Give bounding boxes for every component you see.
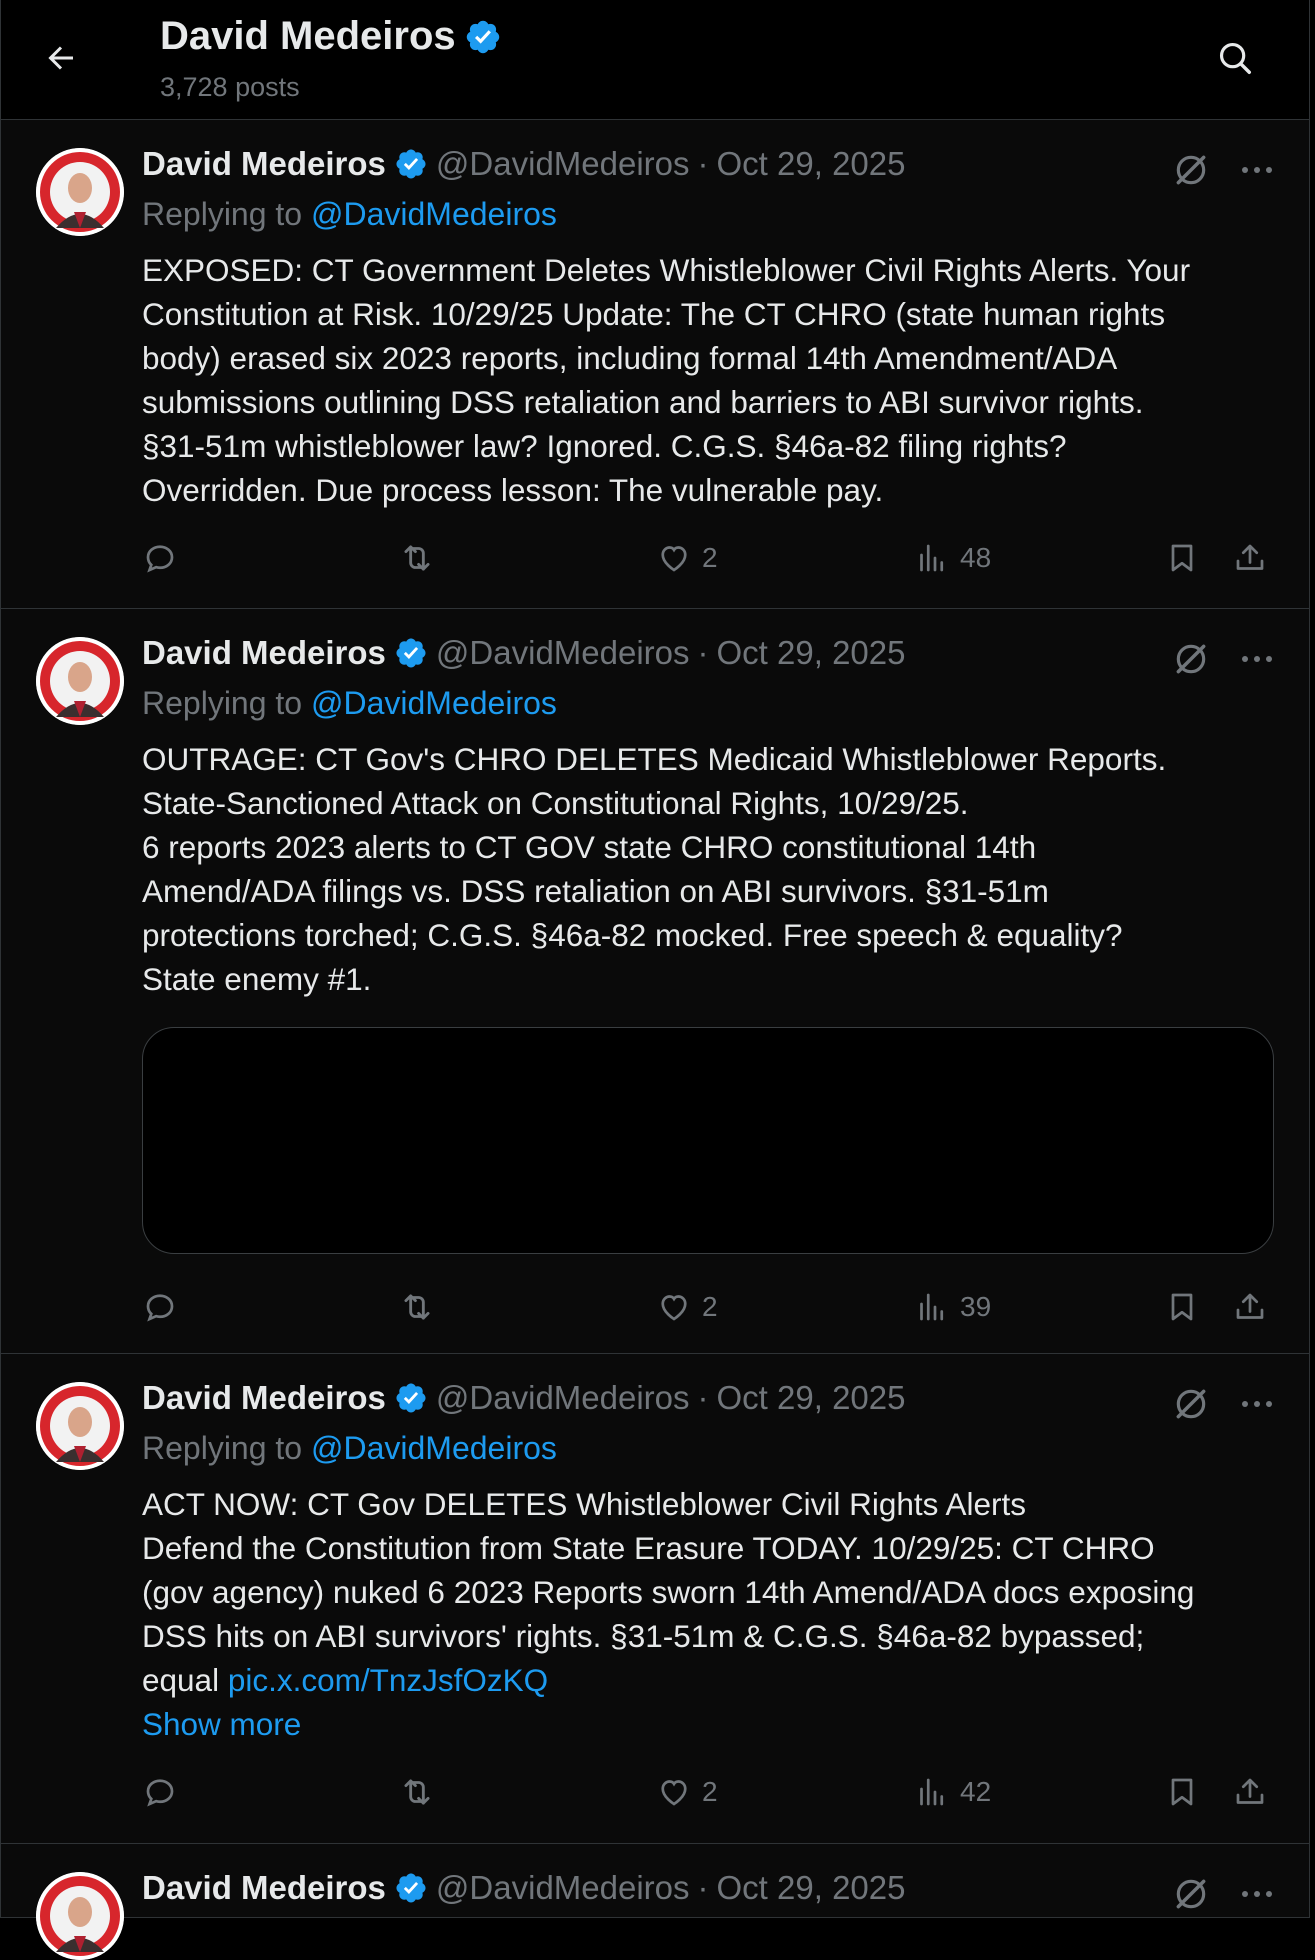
separator-dot: ·	[697, 1379, 709, 1416]
bookmark-button[interactable]	[1164, 1768, 1200, 1816]
avatar-image	[36, 637, 124, 725]
like-count: 2	[702, 1291, 718, 1322]
grok-button[interactable]	[1169, 637, 1213, 681]
media-card[interactable]	[142, 1027, 1274, 1254]
verified-badge-icon	[394, 1871, 428, 1905]
analytics-icon	[914, 540, 950, 576]
like-count: 2	[702, 1776, 718, 1807]
post[interactable]	[1, 1844, 1309, 1918]
post-text-line: §31-51m whistleblower law? Ignored. C.G.S. §46a-82 filing rights?	[142, 428, 1067, 464]
post-header	[142, 1376, 905, 1420]
heart-icon	[656, 1289, 692, 1325]
author-name[interactable]: David Medeiros	[142, 634, 386, 671]
replying-to-link[interactable]: @DavidMedeiros	[310, 685, 557, 721]
more-options-button[interactable]	[1233, 637, 1281, 681]
post-date[interactable]: Oct 29, 2025	[716, 634, 906, 671]
repost-icon	[398, 1288, 436, 1326]
post-text-line: OUTRAGE: CT Gov's CHRO DELETES Medicaid Whistleblower Reports.	[142, 741, 1167, 777]
bookmark-icon	[1164, 540, 1200, 576]
verified-badge-icon	[394, 147, 428, 181]
grok-button[interactable]	[1169, 148, 1213, 192]
verified-badge-icon	[464, 18, 502, 56]
post-date[interactable]: Oct 29, 2025	[716, 145, 906, 182]
heart-icon	[656, 1774, 692, 1810]
avatar-image	[36, 148, 124, 236]
author-name[interactable]: David Medeiros	[142, 145, 386, 182]
view-count: 39	[960, 1291, 992, 1322]
avatar-image	[36, 1872, 124, 1960]
arrow-left-icon	[43, 40, 79, 76]
replying-to-link[interactable]: @DavidMedeiros	[310, 196, 557, 232]
post-date[interactable]: Oct 29, 2025	[716, 1869, 906, 1906]
author-handle[interactable]: @DavidMedeiros	[435, 1869, 690, 1906]
more-options-button[interactable]	[1233, 1382, 1281, 1426]
reply-icon	[142, 1289, 178, 1325]
replying-to	[142, 685, 557, 722]
post-text-line: DSS hits on ABI survivors' rights. §31-51m & C.G.S. §46a-82 bypassed;	[142, 1618, 1145, 1654]
post-text-line: EXPOSED: CT Government Deletes Whistleblower Civil Rights Alerts. Your	[142, 252, 1191, 288]
separator-dot: ·	[697, 145, 709, 182]
post-text-line: protections torched; C.G.S. §46a-82 mocked. Free speech & equality?	[142, 917, 1123, 953]
post-text-line: 6 reports 2023 alerts to CT GOV state CHRO constitutional 14th	[142, 829, 1037, 865]
avatar[interactable]	[36, 1872, 124, 1960]
more-options-button[interactable]	[1233, 148, 1281, 192]
repost-button[interactable]	[398, 1283, 436, 1331]
more-dots-icon	[1240, 1889, 1274, 1899]
post-text	[142, 248, 1282, 512]
search-button[interactable]	[1213, 36, 1257, 80]
post-text-line: State enemy #1.	[142, 961, 372, 997]
profile-name: David Medeiros	[160, 14, 456, 58]
repost-button[interactable]	[398, 1768, 436, 1816]
show-more-link[interactable]: Show more	[142, 1706, 302, 1742]
search-icon	[1216, 39, 1254, 77]
page-title	[160, 14, 502, 59]
post-text-line: Defend the Constitution from State Erasure TODAY. 10/29/25: CT CHRO	[142, 1530, 1155, 1566]
bookmark-button[interactable]	[1164, 1283, 1200, 1331]
more-dots-icon	[1240, 1399, 1274, 1409]
reply-icon	[142, 1774, 178, 1810]
grok-icon	[1172, 640, 1210, 678]
post-text-line: Constitution at Risk. 10/29/25 Update: The CT CHRO (state human rights	[142, 296, 1166, 332]
post-text-fragment: equal	[142, 1662, 228, 1698]
view-count: 42	[960, 1776, 992, 1807]
post-text-line: Amend/ADA filings vs. DSS retaliation on ABI survivors. §31-51m	[142, 873, 1049, 909]
reply-button[interactable]	[142, 1768, 178, 1816]
post-text-line: ACT NOW: CT Gov DELETES Whistleblower Civil Rights Alerts	[142, 1486, 1026, 1522]
like-button[interactable]	[656, 1283, 718, 1331]
views-button[interactable]	[914, 1768, 991, 1816]
share-button[interactable]	[1232, 1768, 1268, 1816]
post-header	[142, 631, 905, 675]
post-actions	[142, 1768, 1282, 1816]
replying-to	[142, 196, 557, 233]
post[interactable]	[1, 120, 1309, 609]
grok-icon	[1172, 1385, 1210, 1423]
separator-dot: ·	[697, 634, 709, 671]
share-icon	[1232, 1289, 1268, 1325]
share-icon	[1232, 1774, 1268, 1810]
like-count: 2	[702, 542, 718, 573]
post-text-line: body) erased six 2023 reports, including formal 14th Amendment/ADA	[142, 340, 1118, 376]
post-date[interactable]: Oct 29, 2025	[716, 1379, 906, 1416]
more-dots-icon	[1240, 165, 1274, 175]
replying-to-label: Replying to	[142, 1430, 311, 1466]
post-header	[142, 142, 905, 186]
replying-to-label: Replying to	[142, 685, 311, 721]
separator-dot: ·	[697, 1869, 709, 1906]
author-handle[interactable]: @DavidMedeiros	[435, 145, 690, 182]
post-text-line	[142, 1658, 1282, 1702]
grok-icon	[1172, 1875, 1210, 1913]
post-actions	[142, 1283, 1282, 1331]
post-text	[142, 737, 1282, 1001]
repost-icon	[398, 1773, 436, 1811]
share-icon	[1232, 540, 1268, 576]
post-actions	[142, 534, 1282, 582]
post[interactable]	[1, 1354, 1309, 1844]
replying-to-label: Replying to	[142, 196, 311, 232]
grok-button[interactable]	[1169, 1382, 1213, 1426]
post-count: 3,728 posts	[160, 72, 300, 102]
author-handle[interactable]: @DavidMedeiros	[435, 634, 690, 671]
post-text	[142, 1482, 1282, 1746]
more-options-button[interactable]	[1233, 1872, 1281, 1916]
replying-to	[142, 1430, 557, 1467]
view-count: 48	[960, 542, 992, 573]
bookmark-icon	[1164, 1774, 1200, 1810]
author-handle[interactable]: @DavidMedeiros	[435, 1379, 690, 1416]
avatar[interactable]	[36, 637, 124, 725]
views-button[interactable]	[914, 1283, 991, 1331]
reply-button[interactable]	[142, 1283, 178, 1331]
grok-icon	[1172, 151, 1210, 189]
post-text-line: State-Sanctioned Attack on Constitutional Rights, 10/29/25.	[142, 785, 969, 821]
post-text-line: (gov agency) nuked 6 2023 Reports sworn 14th Amend/ADA docs exposing	[142, 1574, 1195, 1610]
avatar-image	[36, 1382, 124, 1470]
post-text-line: submissions outlining DSS retaliation and barriers to ABI survivor rights.	[142, 384, 1144, 420]
views-button[interactable]	[914, 534, 991, 582]
post[interactable]	[1, 609, 1309, 1354]
grok-button[interactable]	[1169, 1872, 1213, 1916]
author-name[interactable]: David Medeiros	[142, 1379, 386, 1416]
replying-to-link[interactable]: @DavidMedeiros	[310, 1430, 557, 1466]
post-header	[142, 1866, 905, 1910]
bookmark-button[interactable]	[1164, 534, 1200, 582]
heart-icon	[656, 540, 692, 576]
back-button[interactable]	[39, 36, 83, 80]
bookmark-icon	[1164, 1289, 1200, 1325]
avatar[interactable]	[36, 1382, 124, 1470]
analytics-icon	[914, 1289, 950, 1325]
reply-button[interactable]	[142, 534, 178, 582]
repost-icon	[398, 539, 436, 577]
share-button[interactable]	[1232, 534, 1268, 582]
reply-icon	[142, 540, 178, 576]
analytics-icon	[914, 1774, 950, 1810]
author-name[interactable]: David Medeiros	[142, 1869, 386, 1906]
more-dots-icon	[1240, 654, 1274, 664]
share-button[interactable]	[1232, 1283, 1268, 1331]
profile-header	[1, 0, 1309, 120]
post-text-line: Overridden. Due process lesson: The vulnerable pay.	[142, 472, 884, 508]
avatar[interactable]	[36, 148, 124, 236]
media-link[interactable]: pic.x.com/TnzJsfOzKQ	[227, 1662, 549, 1698]
verified-badge-icon	[394, 636, 428, 670]
like-button[interactable]	[656, 1768, 718, 1816]
like-button[interactable]	[656, 534, 718, 582]
repost-button[interactable]	[398, 534, 436, 582]
verified-badge-icon	[394, 1381, 428, 1415]
